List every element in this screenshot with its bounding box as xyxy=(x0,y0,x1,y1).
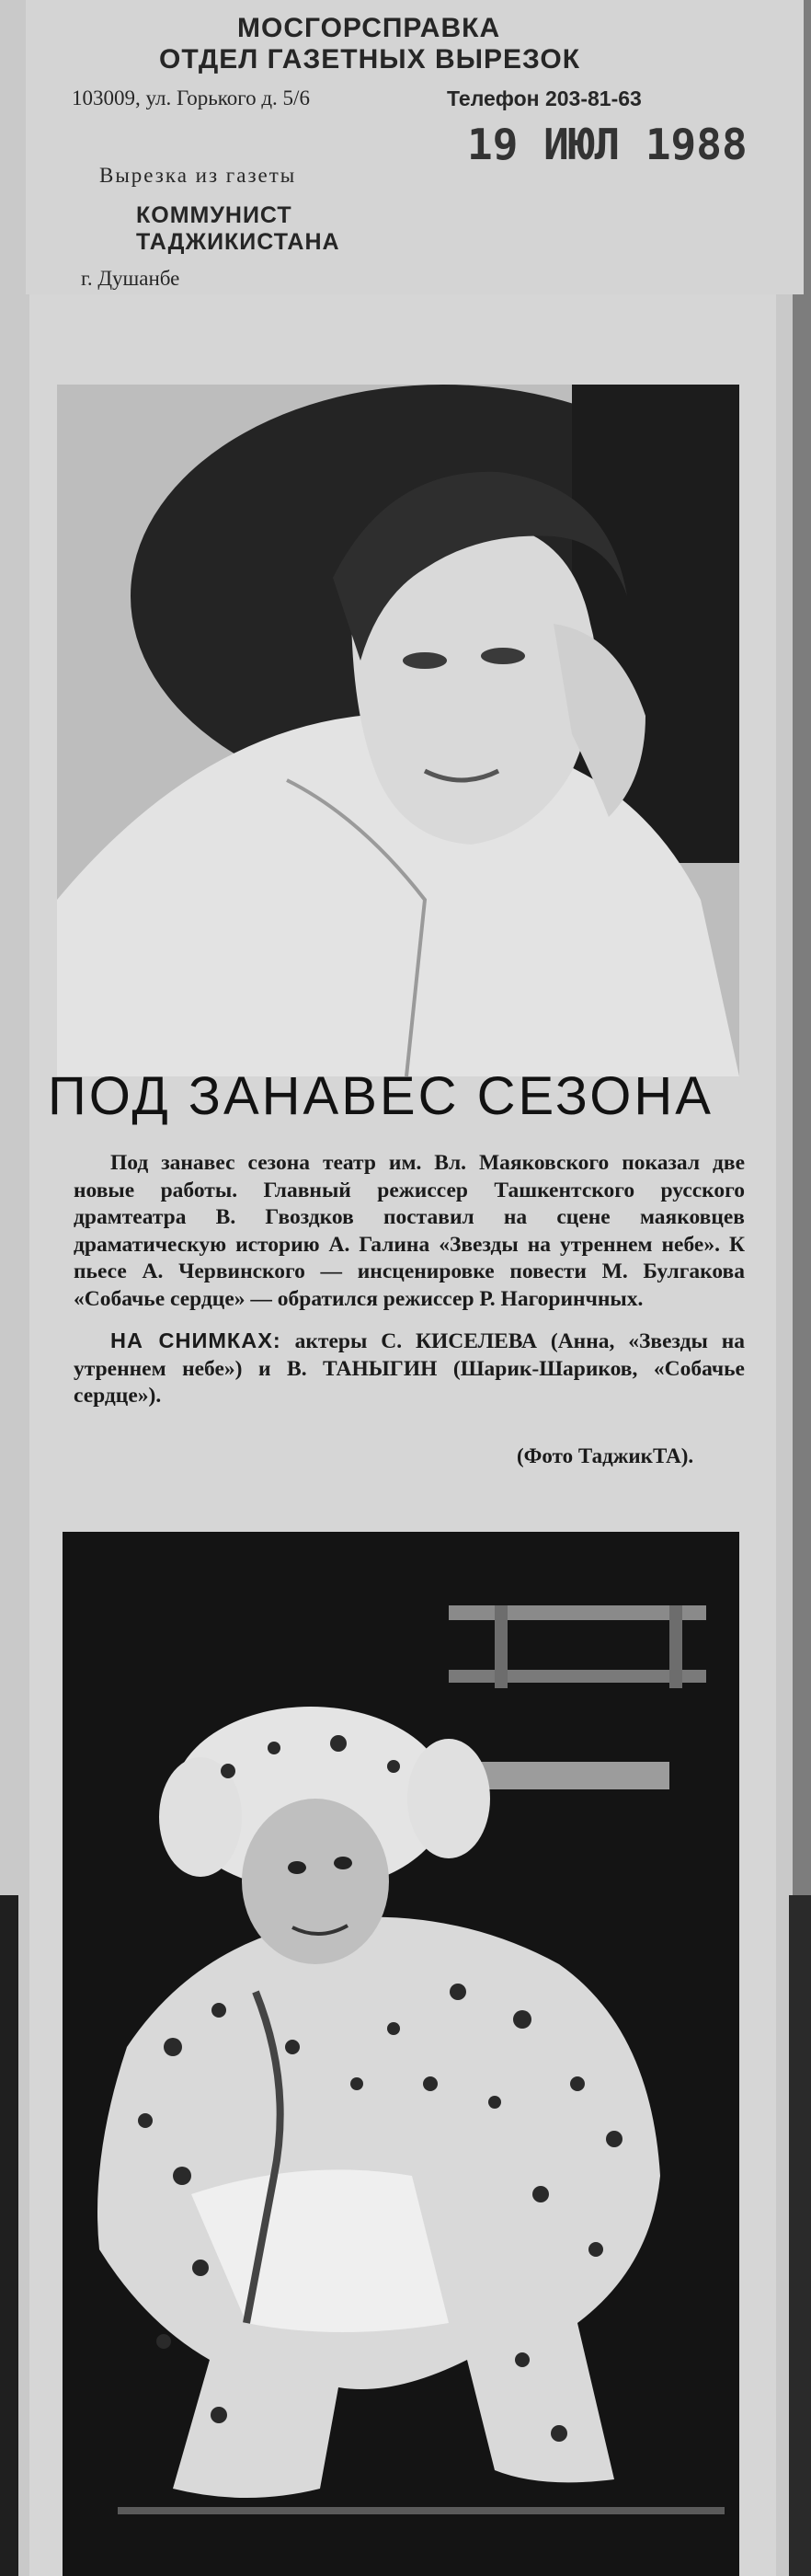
caption-lead: НА СНИМКАХ: xyxy=(110,1328,281,1352)
photo-actor xyxy=(63,1532,739,2576)
article-body xyxy=(74,1150,745,1425)
address: 103009, ул. Горького д. 5/6 xyxy=(72,86,310,109)
headline: ПОД ЗАНАВЕС СЕЗОНА xyxy=(48,1066,714,1126)
newspaper-name-line-1: КОММУНИСТ xyxy=(136,202,292,228)
city: г. Душанбе xyxy=(81,267,180,290)
caption-text: актеры С. КИСЕЛЕВА (Анна, «Звезды на утреннем небе») и В. ТАНЫГИН (Шарик-Шариков, «Собачье сердце»). xyxy=(74,1329,745,1408)
photo-actress-image xyxy=(57,385,739,1076)
scan-dark-edge-right xyxy=(789,1895,811,2576)
department-name: ОТДЕЛ ГАЗЕТНЫХ ВЫРЕЗОК xyxy=(159,44,581,75)
clipping-label: Вырезка из газеты xyxy=(99,164,297,187)
phone: Телефон 203-81-63 xyxy=(447,86,642,110)
newspaper-name xyxy=(136,202,340,256)
photo-actor-image xyxy=(63,1532,739,2576)
organization-name: МОСГОРСПРАВКА xyxy=(237,13,501,43)
newspaper-clipping xyxy=(29,294,776,2576)
clipping-service-stub xyxy=(26,0,804,294)
photo-caption xyxy=(74,1328,745,1410)
newspaper-name-line-2: ТАДЖИКИСТАНА xyxy=(136,229,340,255)
photo-credit: (Фото ТаджикТА). xyxy=(517,1444,694,1467)
photo-actress xyxy=(57,385,739,1076)
date-stamp: 19 ИЮЛ 1988 xyxy=(467,120,748,169)
article-paragraph: Под занавес сезона театр им. Вл. Маяковского показал две новые работы. Главный режиссер Ташкентского русского драмтеатра В. Гвоздков поставил на сцене маяковцев драматическую историю А. Галина «Звезды на утреннем небе». К пьесе А. Червинского — инсценировке повести М. Булгакова «Собачье сердце» — обратился режиссер Р. Нагоринчных. xyxy=(74,1151,745,1311)
scan-dark-edge-left xyxy=(0,1895,18,2576)
